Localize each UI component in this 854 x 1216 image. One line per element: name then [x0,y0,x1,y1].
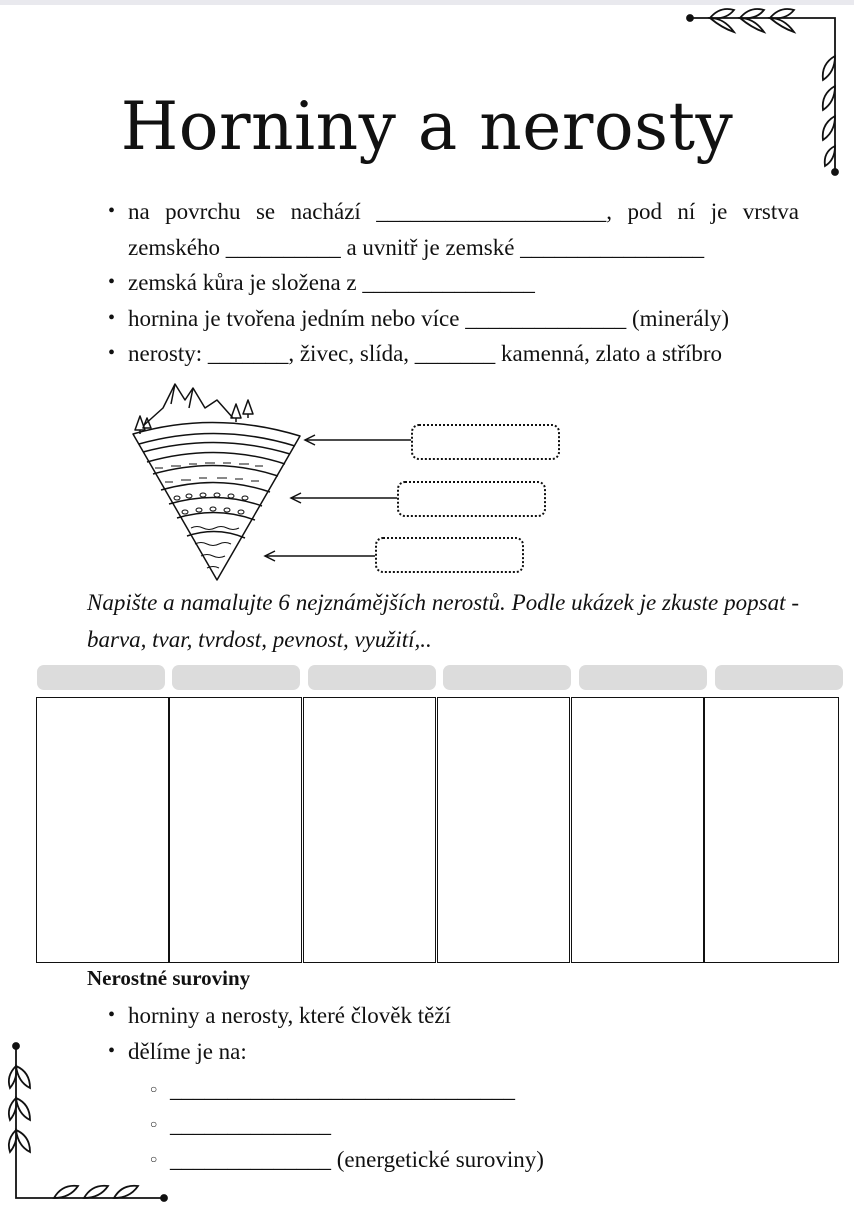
page-title: Horniny a nerosty [120,88,734,165]
mineral-drawing-cell-1[interactable] [36,697,169,963]
category-blank-1: ○ ______________________________ [150,1072,544,1107]
mineral-name-field-6[interactable] [715,665,843,690]
mineral-drawing-instructions: Napište a namalujte 6 nejznámějších nerostů. Podle ukázek je zkuste popsat - barva, tvar, tvrdost, pevnost, využití,.. [87,590,799,652]
bullet-raw-materials-division: • dělíme je na: [108,1034,708,1070]
mineral-name-field-2[interactable] [172,665,300,690]
mineral-drawing-cell-6[interactable] [704,697,839,963]
mineral-drawing-cell-4[interactable] [437,697,570,963]
category-blank-2: ○ ______________ [150,1107,544,1142]
mineral-name-field-3[interactable] [308,665,436,690]
bullet-rock-definition: • hornina je tvořena jedním nebo více ______________ (minerály) [108,301,799,337]
mineral-name-field-5[interactable] [579,665,707,690]
raw-materials-heading: Nerostné suroviny [87,966,251,990]
mineral-drawing-grid [36,697,839,963]
mineral-drawing-cell-5[interactable] [571,697,704,963]
bullet-earth-layers: • na povrchu se nachází ____________________, pod ní je vrstva zemského __________ a uvnitř je zemské ________________ [108,194,799,265]
raw-materials-bullet-list [108,998,708,1069]
layer-label-box-crust[interactable] [411,424,560,460]
bullet-raw-materials-definition: • horniny a nerosty, které člověk těží [108,998,708,1034]
mineral-name-field-4[interactable] [443,665,571,690]
bullet-crust-composition: • zemská kůra je složena z _______________ [108,265,799,301]
intro-bullet-list [108,194,799,372]
bullet-minerals-list: • nerosty: _______, živec, slída, _______ kamenná, zlato a stříbro [108,336,799,372]
top-edge-bar [0,0,854,5]
mineral-drawing-cell-2[interactable] [169,697,302,963]
layer-label-box-core[interactable] [375,537,524,573]
mineral-name-field-1[interactable] [37,665,165,690]
category-energy-raw-materials: ○ ______________ (energetické suroviny) [150,1142,544,1177]
layer-label-box-mantle[interactable] [397,481,546,517]
mineral-drawing-cell-3[interactable] [303,697,436,963]
raw-materials-categories [150,1072,544,1177]
